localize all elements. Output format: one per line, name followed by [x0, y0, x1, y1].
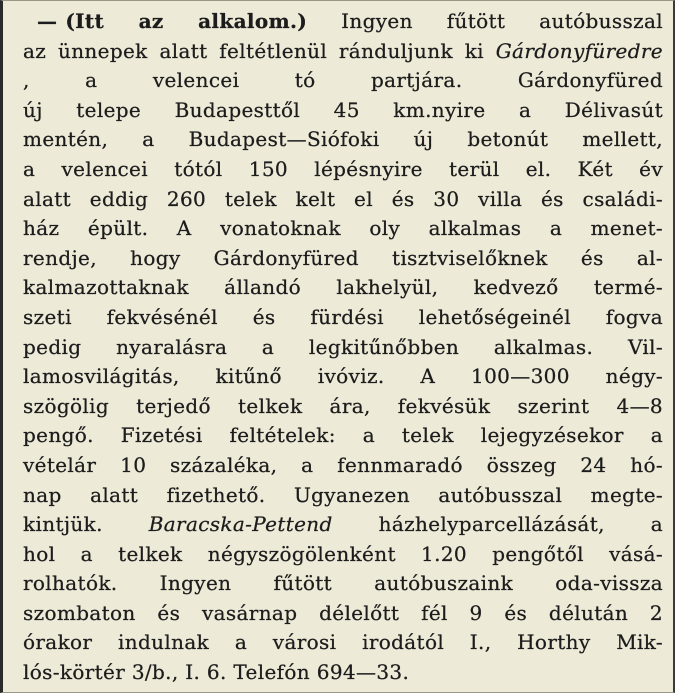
article-line-19: hol a telkek négyszögölenként 1.20 pengőtől vásá- [23, 541, 663, 566]
article-text: kintjük. [23, 512, 149, 537]
article-line-3 [23, 66, 663, 96]
article-line-17: nap alatt fizethető. Ugyanezen autóbusszal megte- [23, 482, 663, 507]
article-body [23, 7, 663, 688]
article-line-5: mentén, a Budapest—Siófoki új betonút mellett, [23, 127, 663, 152]
article-line-21: szombaton és vasárnap délelőtt fél 9 és délután 2 [23, 600, 663, 625]
article-line-12: pedig nyaralásra a legkitűnőbben alkalmas. Vil- [23, 334, 663, 359]
article-line-2 [23, 37, 663, 67]
article-line-20: rolhatók. Ingyen fűtött autóbuszaink oda-vissza [23, 571, 663, 596]
article-line-10: kalmazottaknak állandó lakhelyül, kedvező termé- [23, 275, 663, 300]
article-text: az ünnepek alatt feltétlenül ránduljunk ki [23, 38, 484, 63]
article-headline: (Itt az alkalom.) [65, 9, 308, 33]
article-line-15: pengő. Fizetési feltételek: a telek lejegyzésekor a [23, 423, 663, 448]
article-line-6: a velencei tótól 150 lépésnyire terül el. Két év [23, 156, 663, 181]
article-line-8: ház épült. A vonatoknak oly alkalmas a menet- [23, 216, 663, 241]
article-text: Ingyen fűtött autóbusszal [307, 9, 663, 33]
article-line-14: szögölig terjedő telkek ára, fekvésük szerint 4—8 [23, 393, 663, 418]
article-line-11: szeti fekvésénél és fürdési lehetőségeinél fogva [23, 304, 663, 329]
place-name: Gárdonyfüredre [495, 38, 663, 63]
article-line-23: lós-körtér 3/b., I. 6. Telefón 694—33. [23, 660, 410, 685]
article-line-9: rendje, hogy Gárdonyfüred tisztviselőknek és al- [23, 245, 663, 270]
article-line-7: alatt eddig 260 telek kelt el és 30 villa és családi- [23, 186, 663, 211]
lead-dash: — [37, 9, 58, 33]
article-line-16: vételár 10 százaléka, a fennmaradó összeg 24 hó- [23, 452, 663, 477]
article-line-13: lamosvilágitás, kitűnő ivóviz. A 100—300 négy- [23, 364, 663, 389]
article-text: házhelyparcellázását, a [332, 512, 663, 537]
place-name: Baracska-Pettend [148, 512, 333, 537]
article-line-18 [23, 510, 663, 540]
article-text: , a velencei tó partjára. Gárdonyfüred [23, 68, 663, 93]
article-line-4: új telepe Budapesttől 45 km.nyire a Délivasút [23, 97, 663, 122]
article-line-1 [23, 7, 663, 37]
article-line-22: órakor indulnak a városi irodától I., Horthy Mik- [23, 630, 663, 655]
